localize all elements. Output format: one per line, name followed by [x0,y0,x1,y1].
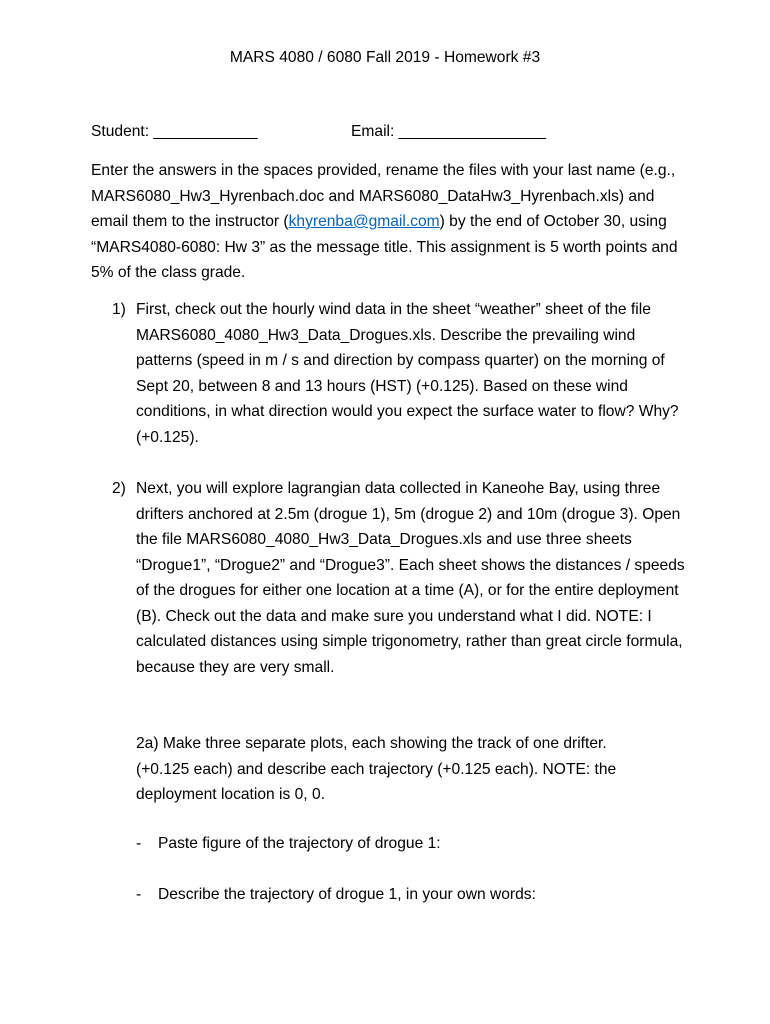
bullet-text: Describe the trajectory of drogue 1, in your own words: [158,886,536,903]
question-number: 2) [112,480,126,497]
document-title: MARS 4080 / 6080 Fall 2019 - Homework #3 [229,49,541,66]
bullet-dash: - [136,886,142,903]
instructions-text-end: ) by the end of October 30, using “MARS4080-6080: Hw 3” as the message title. This assignment is 5 worth points and 5% of the class grade. [91,213,678,281]
instructor-email-link[interactable]: khyrenba@gmail.com [288,213,440,230]
bullet-dash: - [136,835,142,852]
email-field-label: Email: _________________ [351,123,547,140]
question-number: 1) [112,301,126,318]
instructions-paragraph [91,158,683,286]
instructions-text-start: Enter the answers in the spaces provided, rename the files with your last name (e.g., MARS6080_Hw3_Hyrenbach.doc and MARS6080_DataHw3_Hyrenbach.xls) and email them to the instructor ( [91,162,676,230]
bullet-text: Paste figure of the trajectory of drogue 1: [158,835,441,852]
question-text: Next, you will explore lagrangian data collected in Kaneohe Bay, using three drifters anchored at 2.5m (drogue 1), 5m (drogue 2) and 10m (drogue 3). Open the file MARS6080_4080_Hw3_Data_Drogues.xls and use three sheets “Drogue1”, “Drogue2” and “Drogue3”. Each sheet shows the distances / speeds of the drogues for either one location at a time (A), or for the entire deployment (B). Check out the data and make sure you understand what I did. NOTE: I calculated distances using simple trigonometry, rather than great circle formula, because they are very small. [136,480,685,676]
student-field-label: Student: ____________ [91,123,258,140]
subquestion-2a: 2a) Make three separate plots, each showing the track of one drifter. (+0.125 each) and describe each trajectory (+0.125 each). NOTE: the deployment location is 0, 0. [136,735,617,803]
question-text: First, check out the hourly wind data in the sheet “weather” sheet of the file MARS6080_4080_Hw3_Data_Drogues.xls. Describe the prevailing wind patterns (speed in m / s and direction by compass quarter) on the morning of Sept 20, between 8 and 13 hours (HST) (+0.125). Based on these wind conditions, in what direction would you expect the surface water to flow? Why? (+0.125). [136,301,679,446]
